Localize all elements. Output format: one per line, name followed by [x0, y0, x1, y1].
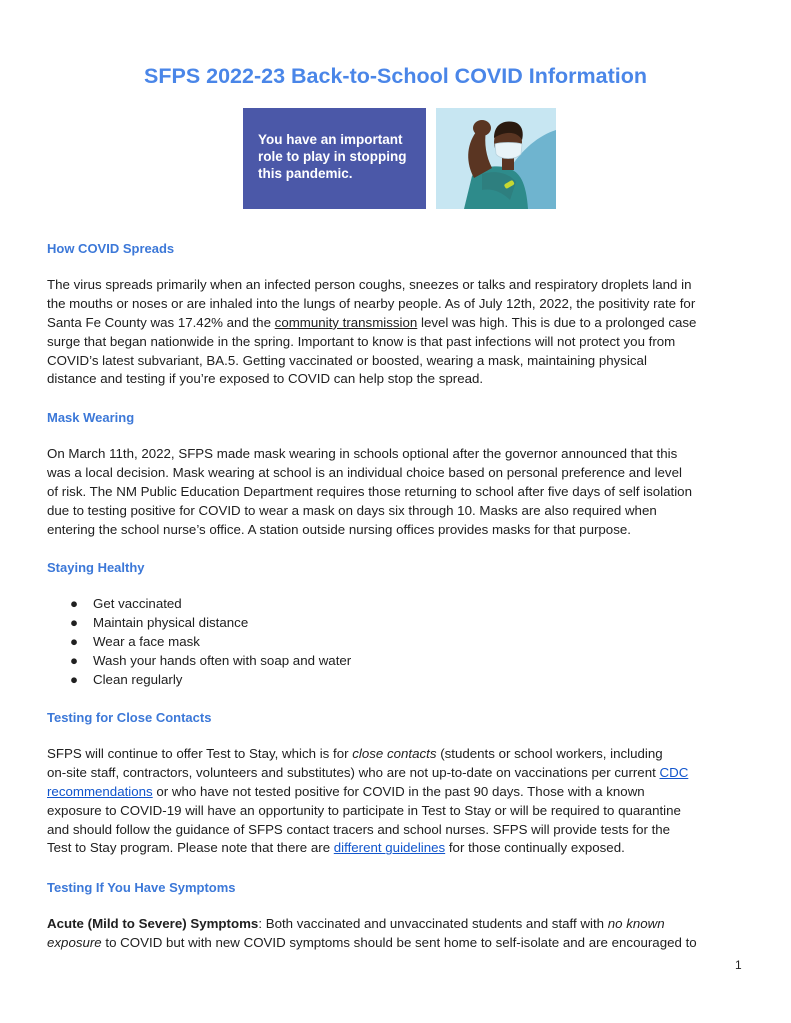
text-line: of risk. The NM Public Education Department requires those returning to school after five days of self isolation: [47, 483, 692, 499]
text-run: SFPS will continue to offer Test to Stay, which is for: [47, 746, 353, 761]
text-line: COVID’s latest subvariant, BA.5. Getting vaccinated or boosted, wearing a mask, maintaining physical: [47, 352, 647, 368]
text-run: Test to Stay program. Please note that there are: [47, 840, 334, 856]
bullet-icon: ●: [70, 671, 79, 687]
text-line: the mouths or noses or are inhaled into the lungs of nearby people. As of July 12th, 2022, the positivity rate for: [47, 295, 696, 311]
text-run: : Both vaccinated and unvaccinated students and staff with: [258, 916, 608, 931]
text-line: On March 11th, 2022, SFPS made mask wearing in schools optional after the governor announced that this: [47, 446, 678, 461]
close-contacts-emphasis: close contacts: [352, 746, 437, 761]
section-heading-contacts: Testing for Close Contacts: [47, 710, 212, 725]
text-line: exposure to COVID-19 will have an opportunity to participate in Test to Stay or will be required to quarantine: [47, 802, 681, 818]
page-number: 1: [735, 958, 742, 972]
section-heading-symptoms: Testing If You Have Symptoms: [47, 880, 236, 895]
text-line: entering the school nurse’s office. A station outside nursing offices provides masks for that purpose.: [47, 521, 631, 537]
text-line: [47, 915, 747, 934]
text-line: [47, 934, 747, 953]
text-run: level was high. This is due to a prolonged case: [417, 314, 697, 330]
paragraph-contacts: [47, 745, 747, 858]
community-transmission-text: community transmission: [274, 314, 418, 330]
bullet-icon: ●: [70, 596, 79, 611]
text-line: The virus spreads primarily when an infected person coughs, sneezes or talks and respiratory droplets land in: [47, 277, 692, 292]
text-line: was a local decision. Mask wearing at school is an individual choice based on personal preference and level: [47, 464, 682, 480]
banner-line: role to play in stopping: [258, 149, 407, 164]
list-item-text: Clean regularly: [93, 671, 183, 687]
text-line: [47, 783, 747, 802]
text-line: [47, 839, 747, 858]
different-guidelines-link[interactable]: different guidelines: [333, 840, 446, 856]
cdc-recommendations-link-cont[interactable]: recommendations: [47, 783, 153, 799]
bullet-icon: ●: [70, 652, 79, 668]
text-run: on-site staff, contractors, volunteers and substitutes) who are not up-to-date on vaccinations per current: [47, 764, 660, 780]
paragraph-mask: [47, 445, 747, 539]
section-heading-mask: Mask Wearing: [47, 410, 135, 425]
text-run: (students or school workers, including: [436, 746, 663, 761]
acute-symptoms-label: Acute (Mild to Severe) Symptoms: [47, 916, 259, 931]
text-run: for those continually exposed.: [445, 840, 625, 856]
banner-line: You have an important: [258, 132, 403, 147]
text-line: due to testing positive for COVID to wear a mask on days six through 10. Masks are also required when: [47, 502, 657, 518]
text-run: or who have not tested positive for COVID in the past 90 days. Those with a known: [152, 783, 645, 799]
text-run: Santa Fe County was 17.42% and the: [47, 314, 275, 330]
masked-person-flexing-icon: [436, 108, 556, 209]
bullet-icon: ●: [70, 633, 79, 649]
text-emphasis: exposure: [47, 934, 102, 950]
text-run: to COVID but with new COVID symptoms should be sent home to self-isolate and are encouraged to: [101, 934, 697, 950]
section-heading-spread: How COVID Spreads: [47, 241, 175, 256]
section-heading-healthy: Staying Healthy: [47, 560, 145, 575]
list-item-text: Wash your hands often with soap and water: [93, 652, 352, 668]
list-item-text: Get vaccinated: [93, 596, 182, 611]
page-title: SFPS 2022-23 Back-to-School COVID Information: [144, 64, 647, 88]
text-line: [47, 745, 747, 764]
text-line: [47, 314, 747, 333]
text-line: surge that began nationwide in the spring. Important to know is that past infections will not protect you from: [47, 333, 676, 349]
cdc-recommendations-link[interactable]: CDC: [659, 764, 689, 780]
banner-line: this pandemic.: [258, 166, 353, 181]
list-item-text: Wear a face mask: [93, 633, 200, 649]
text-line: distance and testing if you’re exposed to COVID can help stop the spread.: [47, 371, 484, 387]
text-line: [47, 764, 747, 783]
bullet-icon: ●: [70, 614, 79, 630]
text-line: and should follow the guidance of SFPS contact tracers and school nurses. SFPS will provide tests for the: [47, 821, 671, 837]
banner-text-panel: [243, 108, 426, 209]
paragraph-spread: [47, 276, 747, 389]
text-emphasis: no known: [607, 916, 665, 931]
list-item-text: Maintain physical distance: [93, 614, 249, 630]
paragraph-symptoms: [47, 915, 747, 953]
